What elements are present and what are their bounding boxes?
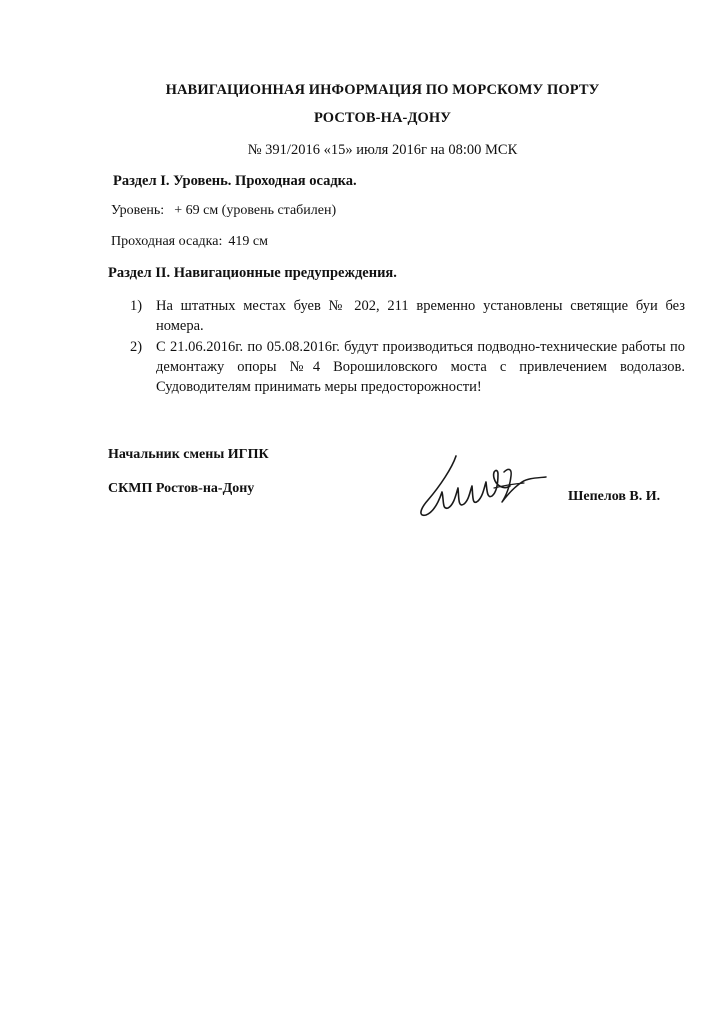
signer-position: Начальник смены ИГПК xyxy=(108,447,269,462)
document-title: НАВИГАЦИОННАЯ ИНФОРМАЦИЯ ПО МОРСКОМУ ПОРТУ xyxy=(165,82,600,98)
section2-heading: Раздел II. Навигационные предупреждения. xyxy=(108,265,397,281)
list-item xyxy=(130,337,685,397)
signer-organization: СКМП Ростов-на-Дону xyxy=(108,481,255,496)
bulletin-number-date: № 391/2016 «15» июля 2016г на 08:00 МСК xyxy=(247,142,518,158)
list-item-text: С 21.06.2016г. по 05.08.2016г. будут производиться подводно-технические работы по демонтажу опоры №4 Ворошиловского моста с привлечением водолазов. Судоводителям принимать меры предосторожности! xyxy=(156,339,685,395)
list-item-number: 2) xyxy=(130,339,143,355)
navigation-warnings-list xyxy=(130,296,685,398)
water-level-line xyxy=(111,203,336,219)
list-item xyxy=(130,296,685,336)
signer-name: Шепелов В. И. xyxy=(568,489,661,504)
passing-draft-label: Проходная осадка: xyxy=(111,234,223,249)
passing-draft-value: 419 см xyxy=(228,234,268,249)
list-item-text: На штатных местах буев № 202, 211 временно установлены светящие буи без номера. xyxy=(156,298,685,334)
handwritten-signature xyxy=(412,446,562,526)
water-level-label: Уровень: xyxy=(111,203,165,218)
port-name: РОСТОВ-НА-ДОНУ xyxy=(313,110,452,126)
passing-draft-line xyxy=(111,234,268,250)
list-item-number: 1) xyxy=(130,298,143,314)
water-level-value: + 69 см (уровень стабилен) xyxy=(174,203,337,218)
section1-heading: Раздел I. Уровень. Проходная осадка. xyxy=(113,173,357,189)
